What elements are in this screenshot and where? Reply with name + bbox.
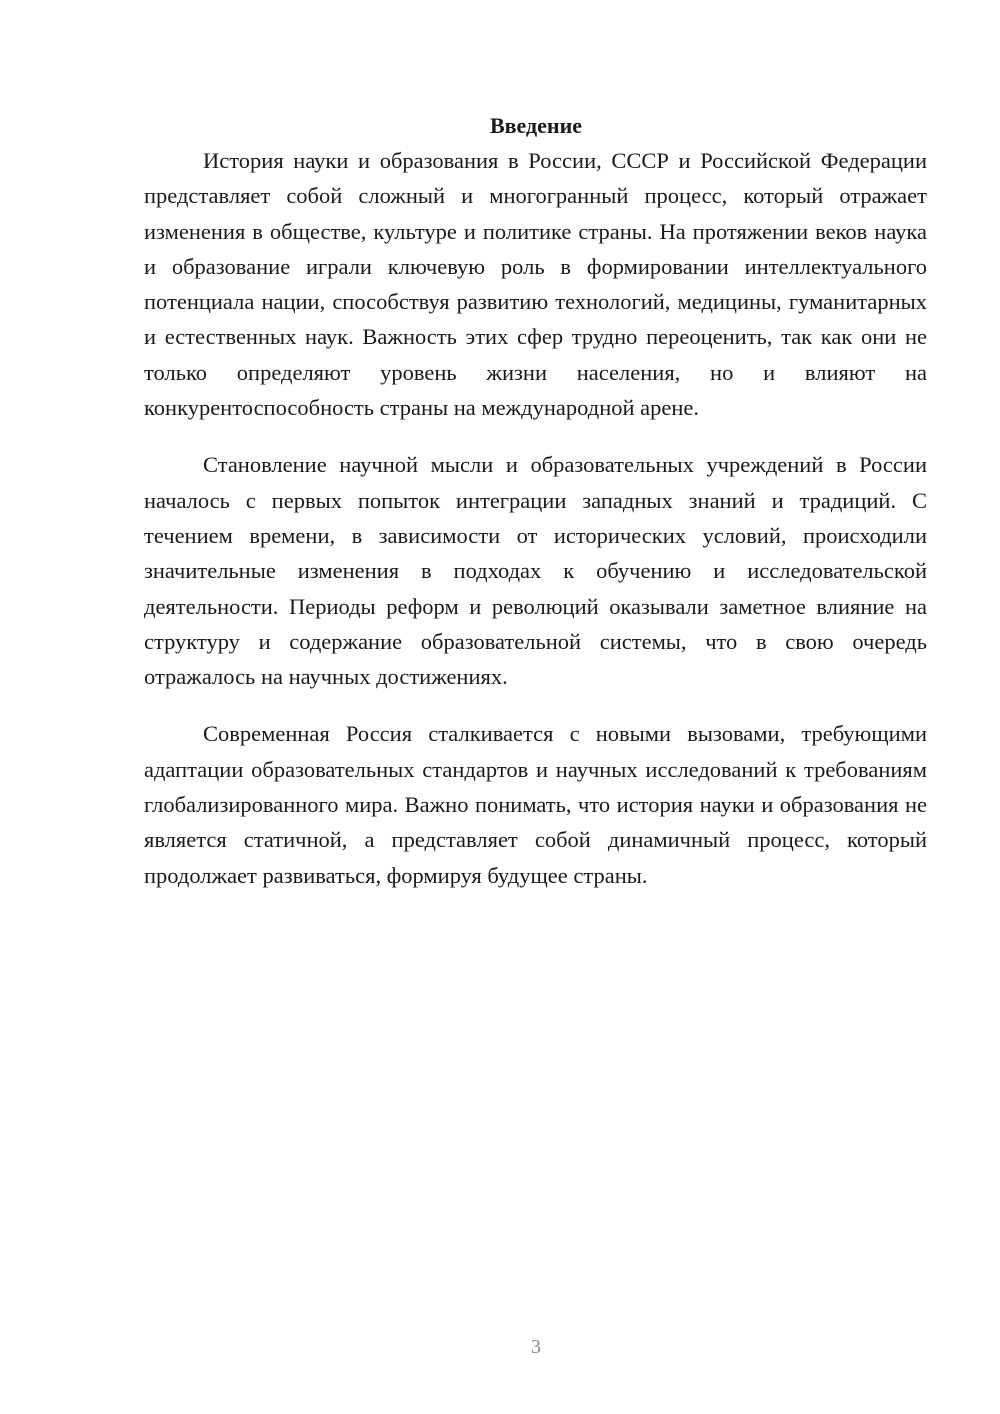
page-title: Введение	[489, 112, 583, 138]
paragraph-1: История науки и образования в России, СССР и Российской Федерации представляет собой сложный и многогранный процесс, который отражает изменения в обществе, культуре и политике страны. На протяжении веков наука и образование играли ключевую роль в формировании интеллектуального потенциала нации, способствуя развитию технологий, медицины, гуманитарных и естественных наук. Важность этих сфер трудно переоценить, так как они не только определяют уровень жизни населения, но и влияют на конкурентоспособность страны на международной арене.	[144, 148, 927, 421]
paragraph-2: Становление научной мысли и образовательных учреждений в России началось с первых попыток интеграции западных знаний и традиций. С течением времени, в зависимости от исторических условий, происходили значительные изменения в подходах к обучению и исследовательской деятельности. Периоды реформ и революций оказывали заметное влияние на структуру и содержание образовательной системы, что в свою очередь отражалось на научных достижениях.	[144, 452, 927, 690]
page-number: 3	[531, 1336, 541, 1358]
paragraph-3: Современная Россия сталкивается с новыми вызовами, требующими адаптации образовательных стандартов и научных исследований к требованиям глобализированного мира. Важно понимать, что история науки и образования не является статичной, а представляет собой динамичный процесс, который продолжает развиваться, формируя будущее страны.	[144, 721, 927, 888]
document-body	[144, 143, 927, 915]
